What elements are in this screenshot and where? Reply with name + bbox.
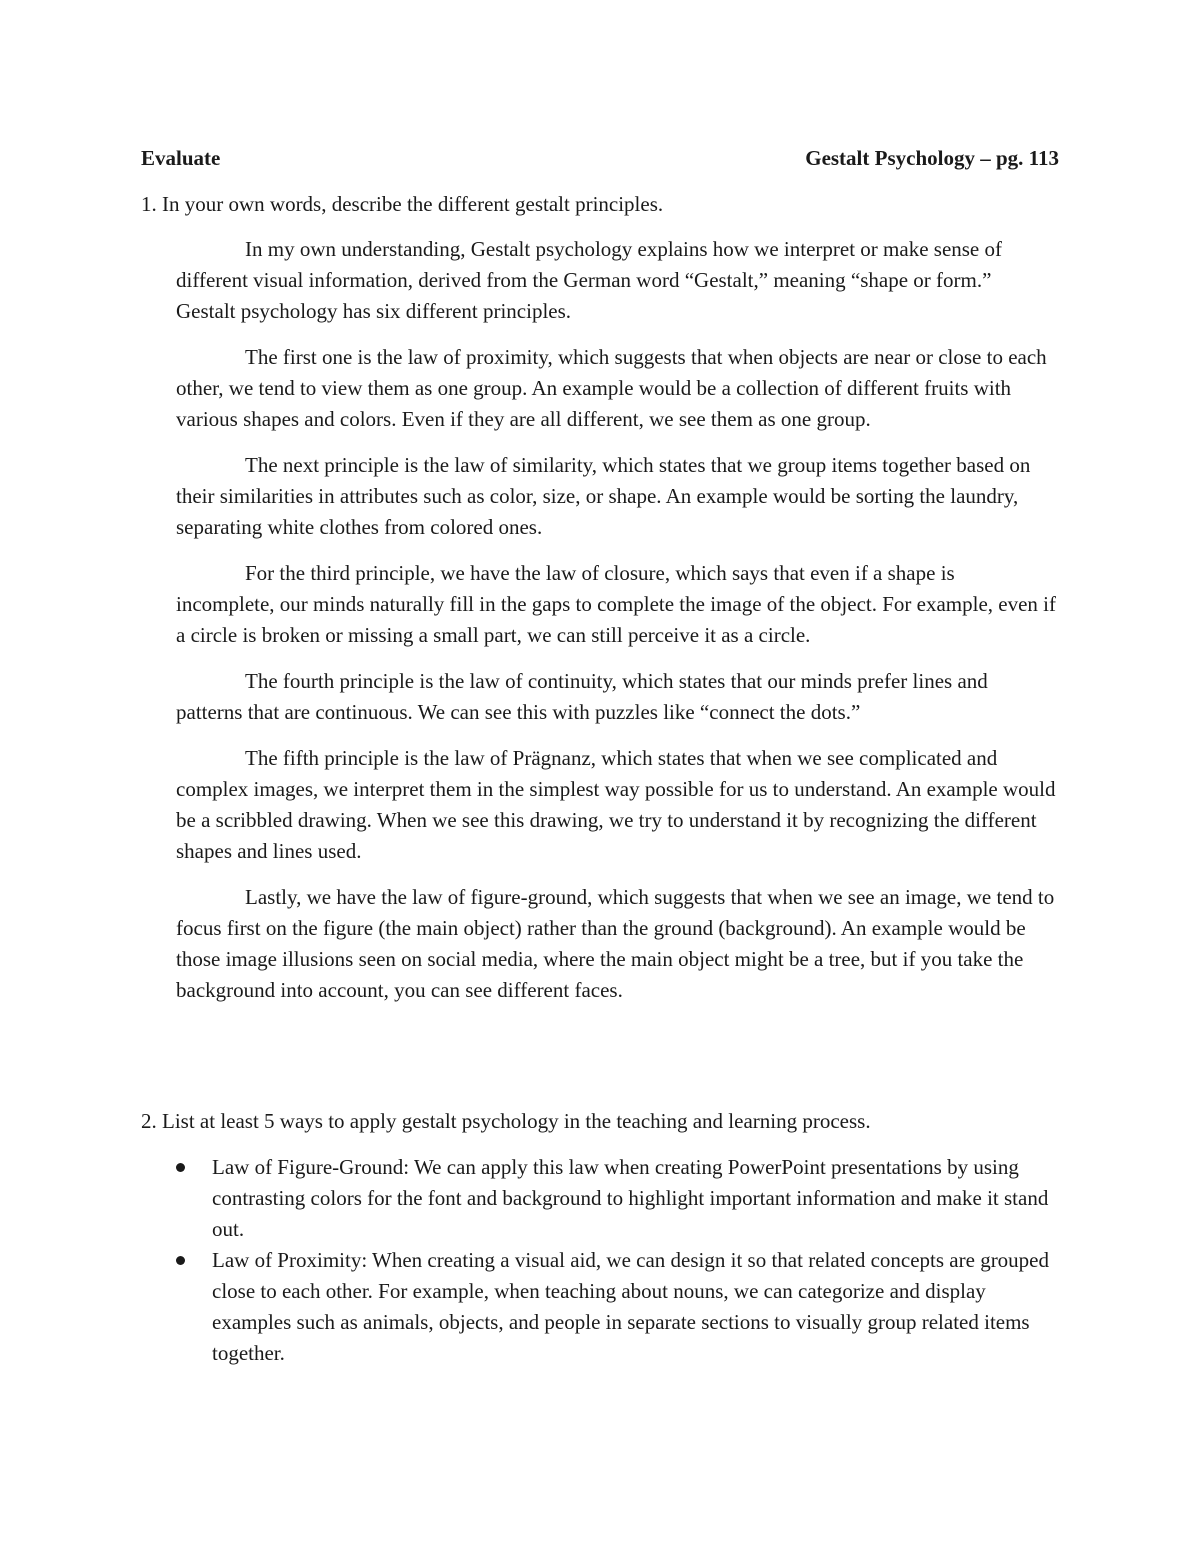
answer-paragraph-closure: For the third principle, we have the law of closure, which says that even if a shape is incomplete, our minds naturally fill in the gaps to complete the image of the object. For example, even if a circle is broken or missing a small part, we can still perceive it as a circle. [176,561,1057,647]
list-item-text: Law of Proximity: When creating a visual aid, we can design it so that related concepts are grouped close to each other. For example, when teaching about nouns, we can categorize and display examples such as animals, objects, and people in separate sections to visually group related items together. [212,1248,1050,1365]
list-item [176,1152,1056,1245]
answer-paragraph-similarity: The next principle is the law of similarity, which states that we group items together based on their similarities in attributes such as color, size, or shape. An example would be sorting the laundry, separating white clothes from colored ones. [176,453,1031,539]
bullet-icon [176,1163,185,1172]
answer-paragraph-continuity: The fourth principle is the law of continuity, which states that our minds prefer lines and patterns that are continuous. We can see this with puzzles like “connect the dots.” [176,669,988,724]
answer-1 [176,234,1056,1021]
page-header [141,143,1059,173]
answer-2-list [176,1152,1056,1369]
list-item [176,1245,1056,1369]
question-2: 2. List at least 5 ways to apply gestalt psychology in the teaching and learning process. [141,1109,871,1133]
bullet-icon [176,1256,185,1265]
answer-paragraph-pragnanz: The fifth principle is the law of Prägnanz, which states that when we see complicated and complex images, we interpret them in the simplest way possible for us to understand. An example would be a scribbled drawing. When we see this drawing, we try to understand it by recognizing the different shapes and lines used. [176,746,1056,863]
answer-paragraph-figure-ground: Lastly, we have the law of figure-ground, which suggests that when we see an image, we tend to focus first on the figure (the main object) rather than the ground (background). An example would be those image illusions seen on social media, where the main object might be a tree, but if you take the background into account, you can see different faces. [176,885,1055,1002]
answer-paragraph-intro: In my own understanding, Gestalt psychology explains how we interpret or make sense of different visual information, derived from the German word “Gestalt,” meaning “shape or form.” Gestalt psychology has six different principles. [176,237,1002,323]
list-item-text: Law of Figure-Ground: We can apply this law when creating PowerPoint presentations by using contrasting colors for the font and background to highlight important information and make it stand out. [212,1155,1049,1241]
answer-paragraph-proximity: The first one is the law of proximity, which suggests that when objects are near or close to each other, we tend to view them as one group. An example would be a collection of different fruits with various shapes and colors. Even if they are all different, we see them as one group. [176,345,1047,431]
header-section-label: Evaluate [141,146,221,170]
question-1: 1. In your own words, describe the different gestalt principles. [141,192,664,216]
header-topic-label: Gestalt Psychology – pg. 113 [805,146,1059,170]
